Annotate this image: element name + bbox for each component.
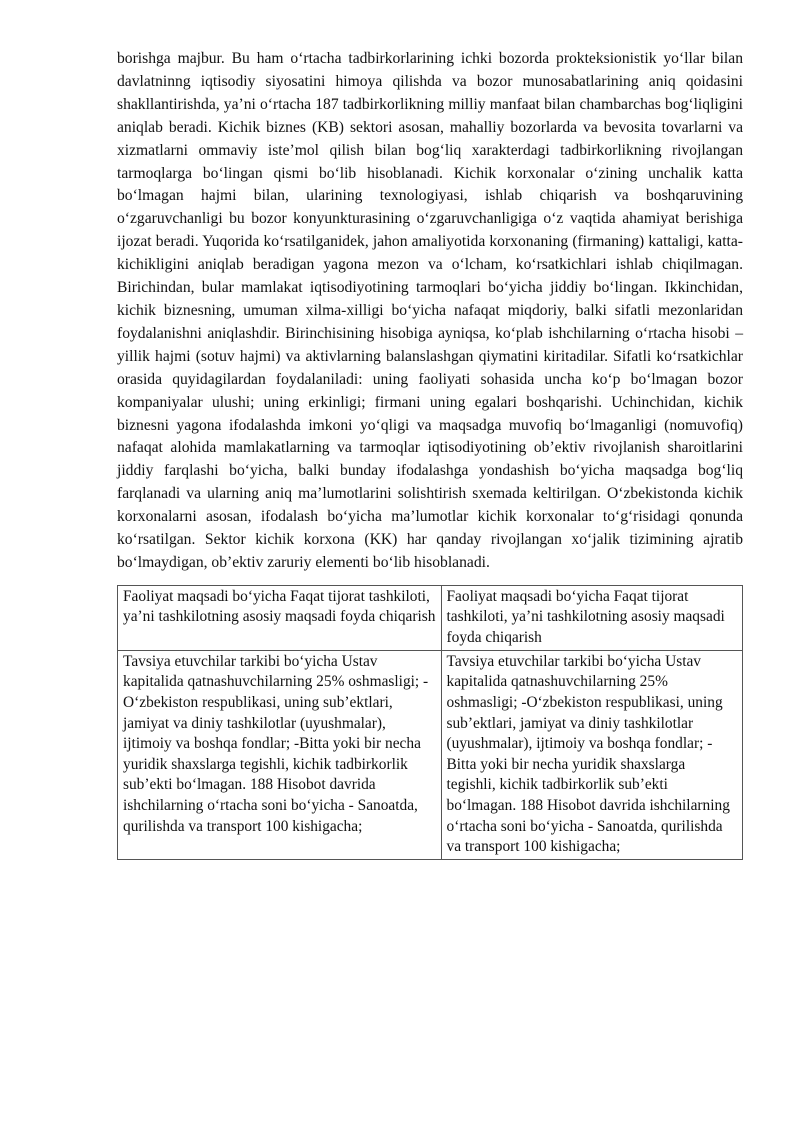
- criteria-table: [117, 585, 743, 860]
- table-cell: Tavsiya etuvchilar tarkibi bo‘yicha Ustav kapitalida qatnashuvchilarning 25% oshmasligi; -O‘zbekiston respublikasi, uning sub’ektlari, jamiyat va diniy tashkilotlar (uyushmalar), ijtimoiy va boshqa fondlar; -Bitta yoki bir necha yuridik shaxslarga tegishli, kichik tadbirkorlik sub’ekti bo‘lmagan. 188 Hisobot davrida ishchilarning o‘rtacha soni bo‘yicha - Sanoatda, qurilishda va transport 100 kishigacha;: [441, 650, 743, 859]
- document-page: [117, 48, 743, 860]
- table-cell: Faoliyat maqsadi bo‘yicha Faqat tijorat tashkiloti, ya’ni tashkilotning asosiy maqsadi foyda chiqarish: [441, 585, 743, 650]
- table-row: [118, 650, 743, 859]
- table-cell: Faoliyat maqsadi bo‘yicha Faqat tijorat tashkiloti, ya’ni tashkilotning asosiy maqsadi foyda chiqarish: [118, 585, 442, 650]
- body-paragraph: borishga majbur. Bu ham o‘rtacha tadbirkorlarining ichki bozorda prokteksionistik yo‘llar bilan davlatninng iqtisodiy siyosatini himoya qilishda va bozor munosabatlarining aniq qoidasini shakllantirishda, ya’ni o‘rtacha 187 tadbirkorlikning milliy manfaat bilan chambarchas bog‘liqligini aniqlab beradi. Kichik biznes (KB) sektori asosan, mahalliy bozorlarda va bevosita tovarlarni va xizmatlarni ommaviy iste’mol qilish bilan bog‘liq xarakterdagi tadbirkorlikning rivojlangan tarmoqlarga bo‘lingan qismi bo‘lib hisoblanadi. Kichik korxonalar o‘zining unchalik katta bo‘lmagan hajmi bilan, ularining texnologiyasi, ishlab chiqarish va boshqaruvining o‘zgaruvchanligi bu bozor konyunkturasining o‘zgaruvchanligiga o‘z vaqtida ahamiyat berishiga ijozat beradi. Yuqorida ko‘rsatilganidek, jahon amaliyotida korxonaning (firmaning) kattaligi, katta-kichikligini aniqlab beradigan yagona mezon va o‘lcham, ko‘rsatkichlari ishlab chiqilmagan. Birichindan, bular mamlakat iqtisodiyotining tarmoqlari bo‘yicha jiddiy bo‘lingan. Ikkinchidan, kichik biznesning, umuman xilma-xilligi bo‘yicha nafaqat miqdoriy, balki sifatli mezonlaridan foydalanishni aniqlashdir. Birinchisining hisobiga ayniqsa, ko‘plab ishchilarning o‘rtacha hisobi – yillik hajmi (sotuv hajmi) va aktivlarning balanslashgan qiymatini kiritadilar. Sifatli ko‘rsatkichlar orasida quyidagilardan foydalaniladi: uning faoliyati sohasida uncha ko‘p bo‘lmagan bozor kompaniyalar ulushi; uning erkinligi; firmani uning egalari boshqarishi. Uchinchidan, kichik biznesni yagona ifodalashda imkoni yo‘qligi va maqsadga muvofiq bo‘lmaganligi (nomuvofiq) nafaqat alohida mamlakatlarning va tarmoqlar iqtisodiyotining ob’ektiv rivojlanish sharoitlarini jiddiy farqlashi bo‘yicha, balki bunday ifodalashga yondashish bo‘yicha maqsadga bog‘liq farqlanadi va ularning aniq ma’lumotlarini solishtirish sxemada keltirilgan. O‘zbekistonda kichik korxonalarni asosan, ifodalash bo‘yicha ma’lumotlar kichik korxonalar to‘g‘risidagi qonunda ko‘rsatilgan. Sektor kichik korxona (KK) har qanday rivojlangan xo‘jalik tizimining ajratib bo‘lmaydigan, ob’ektiv zaruriy elementi bo‘lib hisoblanadi.: [117, 50, 743, 571]
- table-cell: Tavsiya etuvchilar tarkibi bo‘yicha Ustav kapitalida qatnashuvchilarning 25% oshmasligi; -O‘zbekiston respublikasi, uning sub’ektlari, jamiyat va diniy tashkilotlar (uyushmalar), ijtimoiy va boshqa fondlar; -Bitta yoki bir necha yuridik shaxslarga tegishli, kichik tadbirkorlik sub’ekti bo‘lmagan. 188 Hisobot davrida ishchilarning o‘rtacha soni bo‘yicha - Sanoatda, qurilishda va transport 100 kishigacha;: [118, 650, 442, 859]
- table-row: [118, 585, 743, 650]
